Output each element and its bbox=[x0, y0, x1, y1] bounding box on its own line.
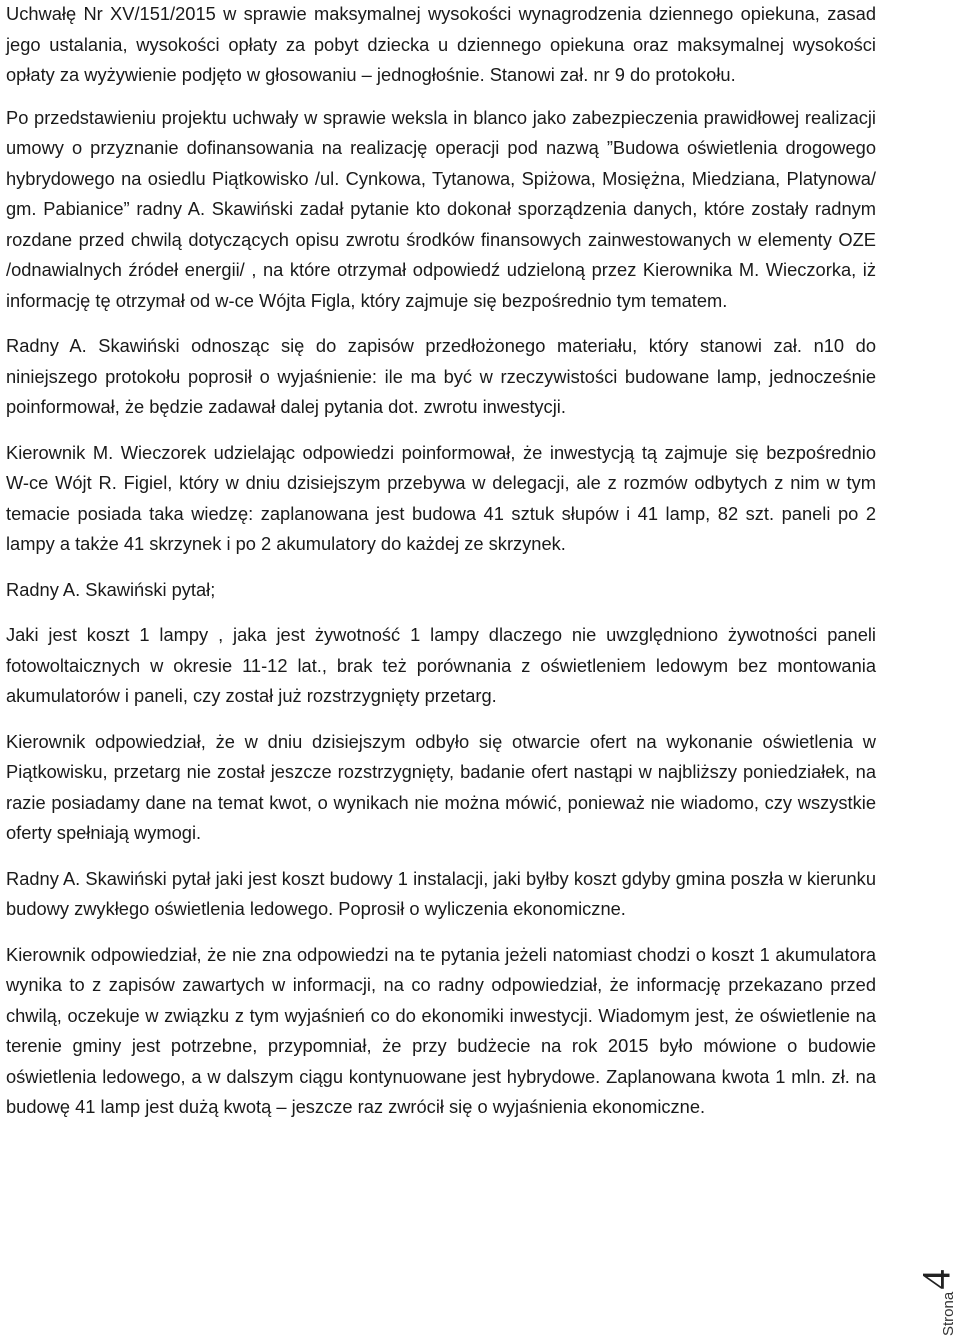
page-footer bbox=[913, 1250, 960, 1337]
paragraph-installation-cost: Radny A. Skawiński pytał jaki jest koszt budowy 1 instalacji, jaki byłby koszt gdyby gmina poszła w kierunku budowy zwykłego oświetlenia ledowego. Poprosił o wyliczenia ekonomiczne. bbox=[6, 867, 876, 919]
paragraph-promissory-note: Po przedstawieniu projektu uchwały w sprawie weksla in blanco jako zabezpieczenia prawidłowej realizacji umowy o przyznanie dofinansowania na realizację operacji pod nazwą ”Budowa oświetlenia drogowego hybrydowego na osiedlu Piątkowisko /ul. Cynkowa, Tytanowa, Spiżowa, Mosiężna, Miedziana, Platynowa/ gm. Pabianice” radny A. Skawiński zadał pytanie kto dokonał sporządzenia danych, które zostały radnym rozdane przed chwilą dotyczących opisu zwrotu środków finansowych zainwestowanych w elementy OZE /odnawialnych źródeł energii/ , na które otrzymał odpowiedź udzieloną przez Kierownika M. Wieczorka, iż informację tę otrzymał od w-ce Wójta Figla, który zajmuje się bezpośrednio tym tematem. bbox=[6, 106, 876, 311]
document-body bbox=[6, 0, 876, 1123]
paragraph-skawinski-asked: Radny A. Skawiński pytał; bbox=[6, 578, 216, 600]
page-number: 4 bbox=[913, 1269, 959, 1290]
paragraph-skawinski-request: Radny A. Skawiński odnosząc się do zapisów przedłożonego materiału, który stanowi zał. n10 do niniejszego protokołu poprosił o wyjaśnienie: ile ma być w rzeczywistości budowane lamp, jednocześnie poinformował, że będzie zadawał dalej pytania dot. zwrotu inwestycji. bbox=[6, 335, 876, 417]
paragraph-lamp-questions: Jaki jest koszt 1 lampy , jaka jest żywotność 1 lampy dlaczego nie uwzględniono żywotności paneli fotowoltaicznych w okresie 11-12 lat., brak też porównania z oświetleniem ledowym bez montowania akumulatorów i paneli, czy został już rozstrzygnięty przetarg. bbox=[6, 624, 876, 706]
paragraph-resolution-childcare: Uchwałę Nr XV/151/2015 w sprawie maksymalnej wysokości wynagrodzenia dziennego opiekuna, zasad jego ustalania, wysokości opłaty za pobyt dziecka u dziennego opiekuna oraz maksymalnej wysokości opłaty za wyżywienie podjęto w głosowaniu – jednogłośnie. Stanowi zał. nr 9 do protokołu. bbox=[6, 3, 876, 85]
paragraph-economics: Kierownik odpowiedział, że nie zna odpowiedzi na te pytania jeżeli natomiast chodzi o koszt 1 akumulatora wynika to z zapisów zawartych w informacji, na co radny odpowiedział, że informację przekazano przed chwilą, oczekuje w związku z tym wyjaśnień co do ekonomiki inwestycji. Wiadomym jest, że oświetlenie na terenie gminy jest potrzebne, przypomniał, że przy budżecie na rok 2015 było mówione o budowie oświetlenia ledowego, a w dalszym ciągu kontynuowane jest hybrydowe. Zaplanowana kwota 1 mln. zł. na budowę 41 lamp jest dużą kwotą – jeszcze raz zwrócił się o wyjaśnienia ekonomiczne. bbox=[6, 943, 876, 1117]
page-label: Strona bbox=[940, 1291, 957, 1336]
paragraph-tender-answer: Kierownik odpowiedział, że w dniu dzisiejszym odbyło się otwarcie ofert na wykonanie oświetlenia w Piątkowisku, przetarg nie został jeszcze rozstrzygnięty, badanie ofert nastąpi w najbliższy poniedziałek, na razie posiadamy dane na temat kwot, o wynikach nie można mówić, ponieważ nie wiadomo, czy wszystkie oferty spełniają wymogi. bbox=[6, 730, 876, 843]
paragraph-wieczorek-answer: Kierownik M. Wieczorek udzielając odpowiedzi poinformował, że inwestycją tą zajmuje się bezpośrednio W-ce Wójt R. Figiel, który w dniu dzisiejszym przebywa w delegacji, ale z rozmów odbytych z nim w tym temacie posiada taka wiedzę: zaplanowana jest budowa 41 sztuk słupów i 41 lamp, 82 szt. paneli po 2 lampy a także 41 skrzynek i po 2 akumulatory do każdej ze skrzynek. bbox=[6, 441, 876, 554]
